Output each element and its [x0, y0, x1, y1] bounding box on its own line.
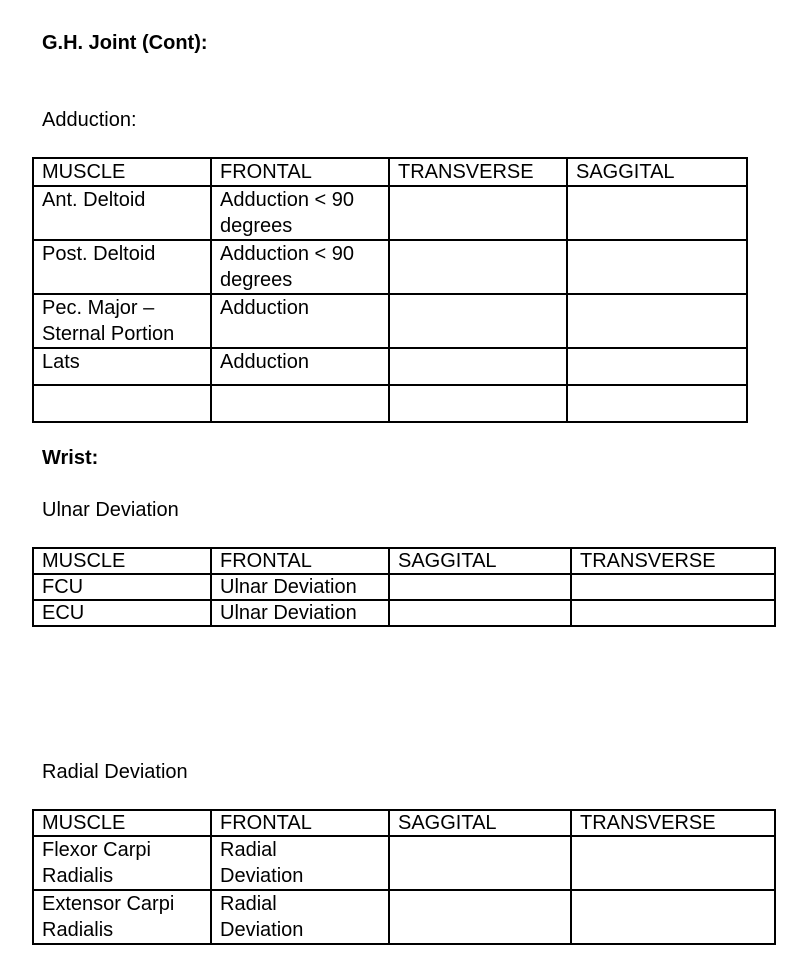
- frontal-cell: Adduction < 90 degrees: [211, 240, 389, 294]
- transverse-cell: [389, 240, 567, 294]
- transverse-cell: [389, 186, 567, 240]
- column-header-frontal: FRONTAL: [211, 158, 389, 186]
- column-header-frontal: FRONTAL: [211, 548, 389, 574]
- table-row: [33, 385, 747, 422]
- column-header-transverse: TRANSVERSE: [389, 158, 567, 186]
- transverse-cell: [571, 574, 775, 600]
- frontal-cell: Adduction < 90 degrees: [211, 186, 389, 240]
- muscle-cell: Post. Deltoid: [33, 240, 211, 294]
- column-header-saggital: SAGGITAL: [389, 810, 571, 836]
- saggital-cell: [567, 186, 747, 240]
- column-header-muscle: MUSCLE: [33, 158, 211, 186]
- frontal-cell: Ulnar Deviation: [211, 574, 389, 600]
- muscle-cell: Lats: [33, 348, 211, 385]
- muscle-cell: Flexor Carpi Radialis: [33, 836, 211, 890]
- column-header-saggital: SAGGITAL: [389, 548, 571, 574]
- frontal-cell: Adduction: [211, 348, 389, 385]
- saggital-cell: [389, 890, 571, 944]
- column-header-muscle: MUSCLE: [33, 810, 211, 836]
- saggital-cell: [567, 294, 747, 348]
- table-row: [33, 890, 775, 944]
- saggital-cell: [567, 240, 747, 294]
- table-row: [33, 186, 747, 240]
- adduction-heading: Adduction:: [42, 109, 137, 131]
- muscle-cell: ECU: [33, 600, 211, 626]
- wrist-heading: Wrist:: [42, 447, 99, 469]
- column-header-muscle: MUSCLE: [33, 548, 211, 574]
- table-row: [33, 240, 747, 294]
- frontal-cell: Ulnar Deviation: [211, 600, 389, 626]
- transverse-cell: [571, 600, 775, 626]
- column-header-saggital: SAGGITAL: [567, 158, 747, 186]
- table-row: [33, 574, 775, 600]
- frontal-cell: [211, 385, 389, 422]
- table-header-row: [33, 158, 747, 186]
- transverse-cell: [571, 836, 775, 890]
- ulnar-deviation-table: [32, 547, 776, 627]
- transverse-cell: [389, 348, 567, 385]
- column-header-transverse: TRANSVERSE: [571, 548, 775, 574]
- table-header-row: [33, 810, 775, 836]
- table-header-row: [33, 548, 775, 574]
- saggital-cell: [567, 385, 747, 422]
- table-row: [33, 294, 747, 348]
- muscle-cell: [33, 385, 211, 422]
- adduction-table: [32, 157, 748, 423]
- saggital-cell: [567, 348, 747, 385]
- table-row: [33, 348, 747, 385]
- saggital-cell: [389, 600, 571, 626]
- transverse-cell: [389, 294, 567, 348]
- table-row: [33, 600, 775, 626]
- muscle-cell: Ant. Deltoid: [33, 186, 211, 240]
- table-row: [33, 836, 775, 890]
- radial-deviation-heading: Radial Deviation: [42, 761, 188, 783]
- saggital-cell: [389, 836, 571, 890]
- transverse-cell: [389, 385, 567, 422]
- muscle-cell: Pec. Major – Sternal Portion: [33, 294, 211, 348]
- frontal-cell: Radial Deviation: [211, 890, 389, 944]
- muscle-cell: Extensor Carpi Radialis: [33, 890, 211, 944]
- saggital-cell: [389, 574, 571, 600]
- column-header-frontal: FRONTAL: [211, 810, 389, 836]
- transverse-cell: [571, 890, 775, 944]
- frontal-cell: Radial Deviation: [211, 836, 389, 890]
- page-title: G.H. Joint (Cont):: [42, 32, 208, 54]
- frontal-cell: Adduction: [211, 294, 389, 348]
- radial-deviation-table: [32, 809, 776, 945]
- column-header-transverse: TRANSVERSE: [571, 810, 775, 836]
- ulnar-deviation-heading: Ulnar Deviation: [42, 499, 179, 521]
- muscle-cell: FCU: [33, 574, 211, 600]
